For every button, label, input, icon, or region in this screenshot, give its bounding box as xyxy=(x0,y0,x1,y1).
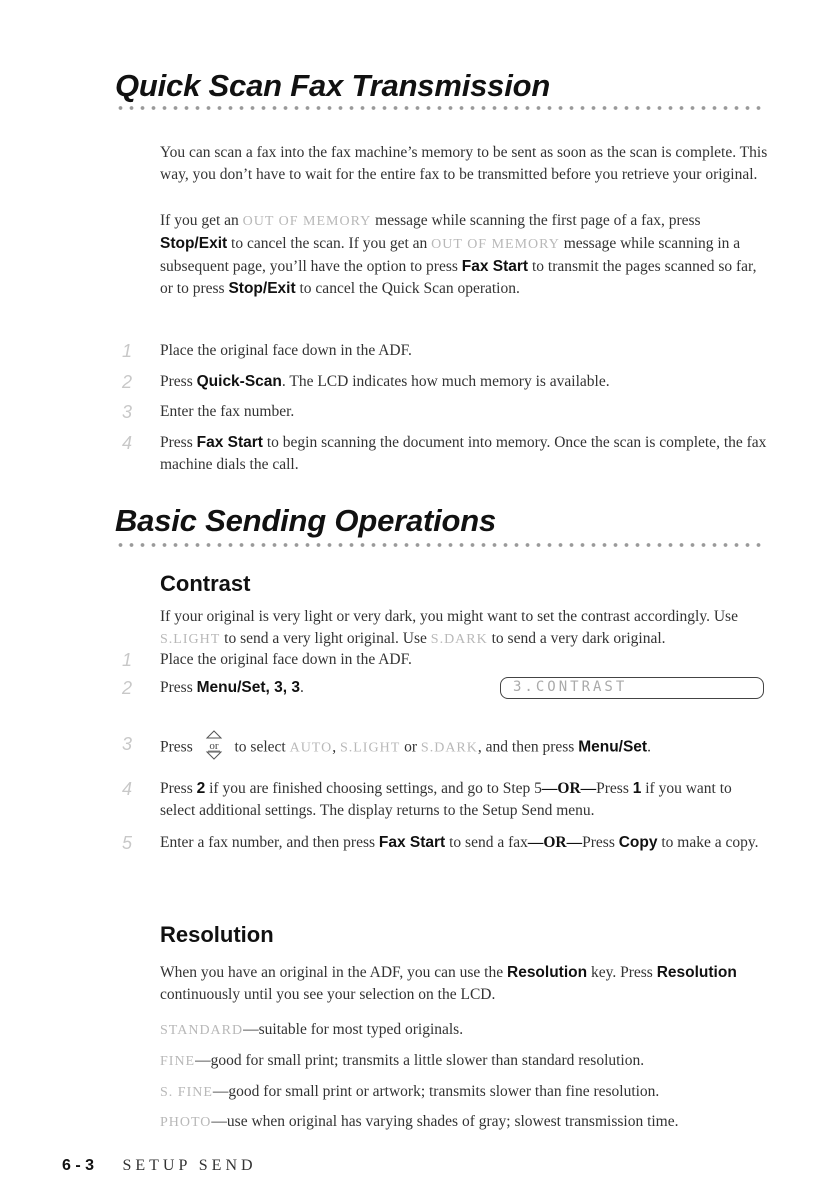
key-stop-exit: Stop/Exit xyxy=(228,280,296,297)
paragraph-out-of-memory: If you get an OUT OF MEMORY message while scanning the first page of a fax, press Stop/Exit to cancel the scan. If you get an OUT OF MEMORY message while scanning in a subsequent page, you’ll have the option to press Fax Start to transmit the pages scanned so far, or to press Stop/Exit to cancel the Quick Scan operation. xyxy=(160,212,757,297)
step-number: 1 xyxy=(122,650,133,670)
paragraph-resolution: When you have an original in the ADF, you can use the Resolution key. Press Resolution continuously until you see your selection on the LCD. xyxy=(160,964,737,1003)
lcd-option: S.LIGHT xyxy=(339,740,401,756)
key-fax-start: Fax Start xyxy=(196,434,263,451)
lcd-option: STANDARD xyxy=(160,1023,244,1038)
step-number: 2 xyxy=(122,372,133,392)
subsection-title-resolution: Resolution xyxy=(160,922,274,947)
section-title-basic-sending: Basic Sending Operations xyxy=(115,503,497,538)
key-menu-set: Menu/Set, 3, 3 xyxy=(196,679,300,696)
step-number: 2 xyxy=(122,678,133,698)
step-text: Place the original face down in the ADF. xyxy=(160,651,412,668)
lcd-message: OUT OF MEMORY xyxy=(431,237,560,252)
lcd-option: PHOTO xyxy=(160,1115,212,1130)
lcd-option: S. FINE xyxy=(160,1085,213,1100)
step-text: Press Quick-Scan. The LCD indicates how much memory is available. xyxy=(160,373,610,390)
key-2: 2 xyxy=(196,780,206,797)
lcd-option: FINE xyxy=(160,1054,196,1069)
lcd-option: AUTO xyxy=(289,740,333,756)
key-1: 1 xyxy=(632,780,642,797)
key-resolution: Resolution xyxy=(507,964,588,981)
step-text: Press Menu/Set, 3, 3. xyxy=(160,679,304,696)
resolution-option: STANDARD—suitable for most typed originals. xyxy=(160,1021,464,1038)
lcd-option: S.DARK xyxy=(420,740,478,756)
step-text: Enter a fax number, and then press Fax Start to send a fax—OR—Press Copy to make a copy. xyxy=(160,834,759,851)
or-label: or xyxy=(209,740,219,752)
step-number: 4 xyxy=(122,779,133,799)
step-text: Press 2 if you are finished choosing settings, and go to Step 5—OR—Press 1 if you want to select additional settings. The display returns to the Setup Send menu. xyxy=(160,780,732,819)
key-menu-set: Menu/Set xyxy=(578,738,648,756)
lcd-option: S.LIGHT xyxy=(160,632,221,647)
step-number: 1 xyxy=(122,341,133,361)
step-number: 4 xyxy=(122,433,133,453)
step-text: Press Fax Start to begin scanning the document into memory. Once the scan is complete, the fax machine dials the call. xyxy=(160,434,767,473)
step-text: Place the original face down in the ADF. xyxy=(160,342,412,359)
subsection-title-contrast: Contrast xyxy=(160,571,251,596)
step-number: 3 xyxy=(122,734,133,754)
lcd-option: S.DARK xyxy=(430,632,488,647)
key-fax-start: Fax Start xyxy=(461,258,529,275)
resolution-option: FINE—good for small print; transmits a little slower than standard resolution. xyxy=(160,1052,645,1069)
key-stop-exit: Stop/Exit xyxy=(160,235,228,252)
up-down-arrow-icon xyxy=(203,729,225,759)
resolution-option: S. FINE—good for small print or artwork; transmits slower than fine resolution. xyxy=(160,1083,660,1100)
paragraph-contrast: If your original is very light or very dark, you might want to set the contrast accordingly. Use S.LIGHT to send a very light original. Use S.DARK to send a very dark original. xyxy=(160,608,738,647)
section-title-quick-scan: Quick Scan Fax Transmission xyxy=(115,68,551,103)
lcd-display xyxy=(500,677,764,699)
key-resolution: Resolution xyxy=(656,964,737,981)
step-text: Enter the fax number. xyxy=(160,403,295,420)
resolution-option: PHOTO—use when original has varying shades of gray; slowest transmission time. xyxy=(160,1113,679,1130)
lcd-message: OUT OF MEMORY xyxy=(242,214,372,229)
key-fax-start: Fax Start xyxy=(378,834,446,851)
lcd-display-text: 3.CONTRAST xyxy=(513,679,628,695)
key-quick-scan: Quick-Scan xyxy=(196,373,282,390)
section-rule xyxy=(115,541,765,549)
step-number: 5 xyxy=(122,833,133,853)
paragraph-intro: You can scan a fax into the fax machine’s memory to be sent as soon as the scan is complete. This way, you don’t have to wait for the entire fax to be transmitted before you retrieve your original. xyxy=(160,144,768,183)
page-number: 6 - 3 xyxy=(62,1157,95,1174)
section-rule xyxy=(115,104,765,112)
step-number: 3 xyxy=(122,402,133,422)
page-footer xyxy=(62,1157,257,1175)
key-copy: Copy xyxy=(618,834,658,851)
chapter-name: SETUP SEND xyxy=(122,1157,257,1174)
step-text: Press or to select AUTO, S.LIGHT or S.DARK, and then press Menu/Set. xyxy=(160,733,770,763)
